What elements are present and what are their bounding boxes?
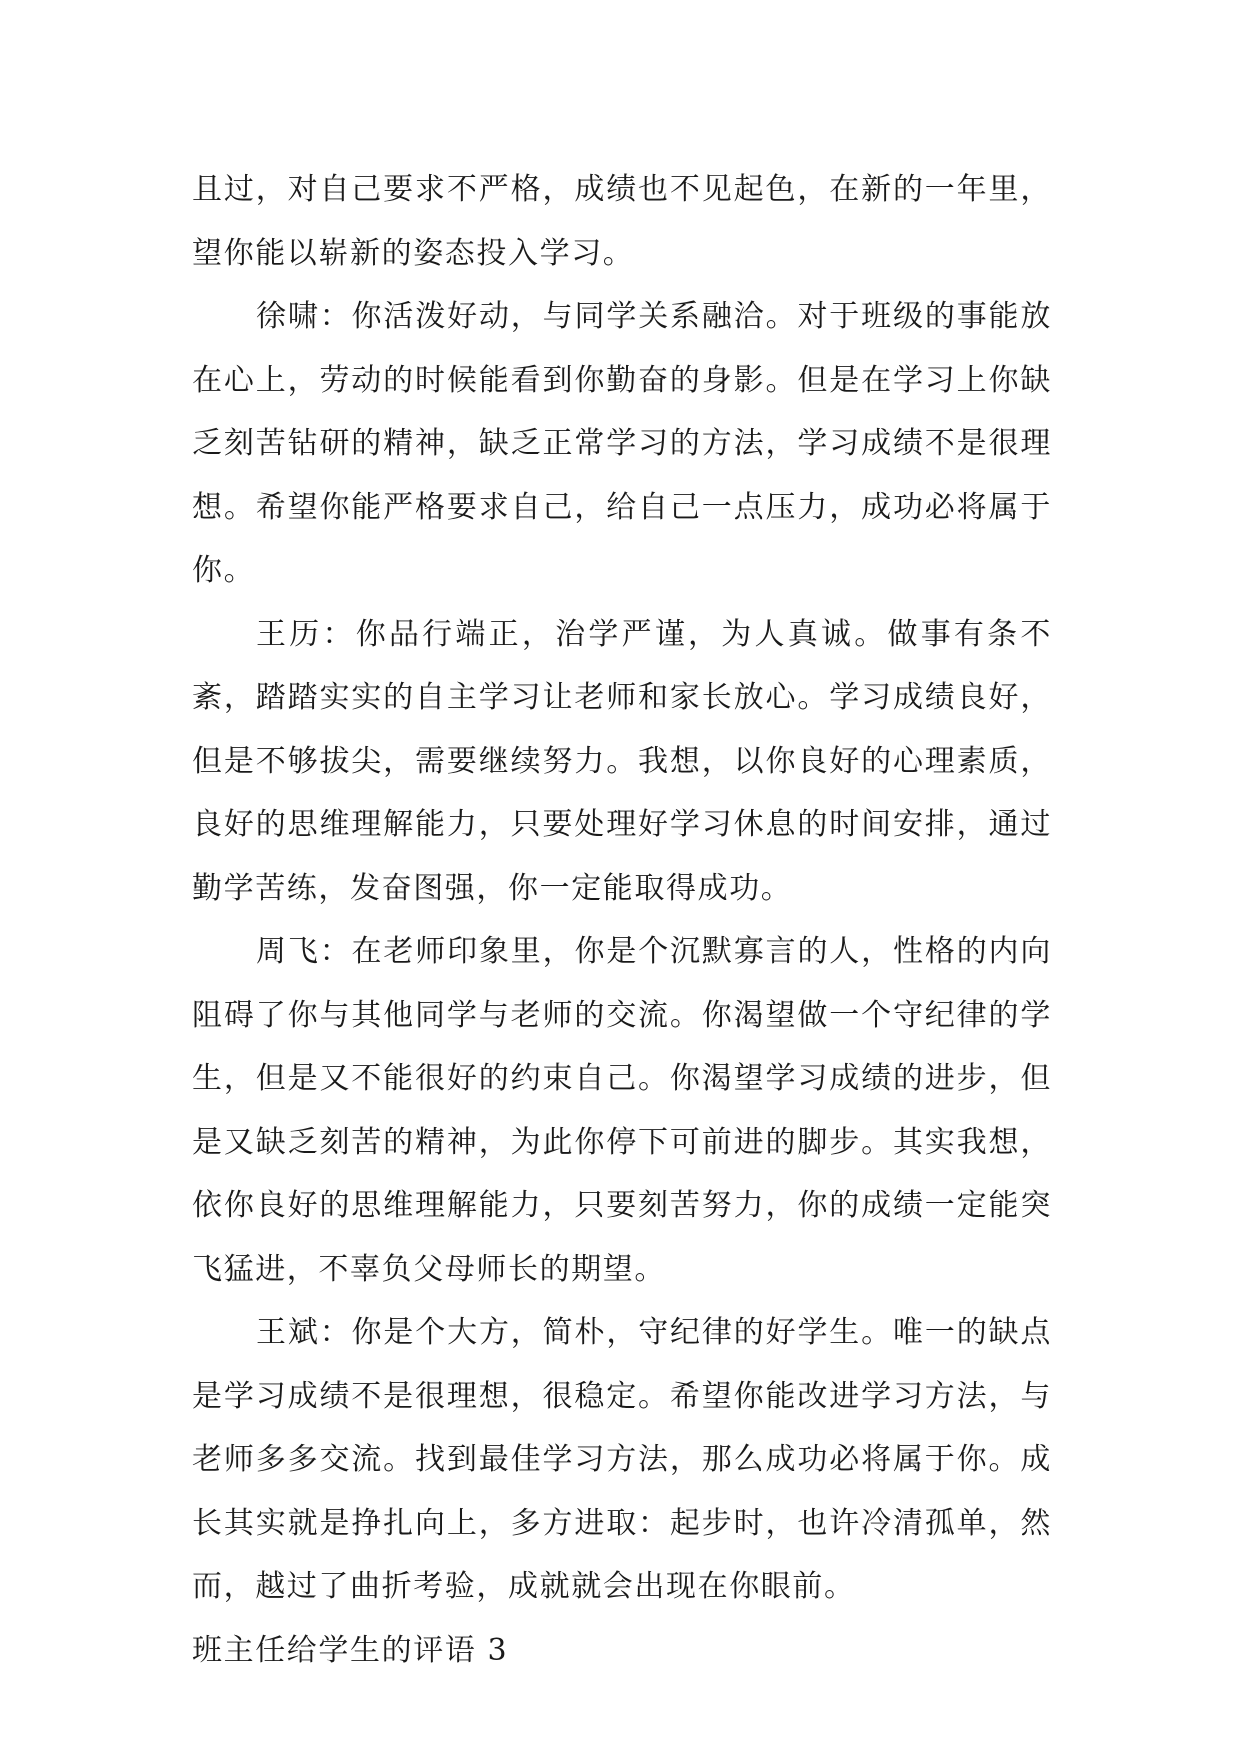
paragraph-comment-zhou-fei: 周飞：在老师印象里，你是个沉默寡言的人，性格的内向阻碍了你与其他同学与老师的交流。你渴望做一个守纪律的学生，但是又不能很好的约束自己。你渴望学习成绩的进步，但是又缺乏刻苦的精神，为此你停下可前进的脚步。其实我想，依你良好的思维理解能力，只要刻苦努力，你的成绩一定能突飞猛进，不辜负父母师长的期望。 [192,934,1052,1287]
section-heading: 班主任给学生的评语 3 [192,1632,509,1668]
paragraph-continuation: 且过，对自己要求不严格，成绩也不见起色，在新的一年里，望你能以崭新的姿态投入学习。 [192,172,1052,271]
paragraph-comment-wang-bin: 王斌：你是个大方，简朴，守纪律的好学生。唯一的缺点是学习成绩不是很理想，很稳定。希望你能改进学习方法，与老师多多交流。找到最佳学习方法，那么成功必将属于你。成长其实就是挣扎向上，多方进取：起步时，也许冷清孤单，然而，越过了曲折考验，成就就会出现在你眼前。 [192,1315,1052,1604]
paragraph-comment-wang-li: 王历：你品行端正，治学严谨，为人真诚。做事有条不紊，踏踏实实的自主学习让老师和家长放心。学习成绩良好，但是不够拔尖，需要继续努力。我想，以你良好的心理素质，良好的思维理解能力，只要处理好学习休息的时间安排，通过勤学苦练，发奋图强，你一定能取得成功。 [192,616,1052,906]
document-page [192,158,1052,1682]
paragraph-comment-xu-xiao: 徐啸：你活泼好动，与同学关系融洽。对于班级的事能放在心上，劳动的时候能看到你勤奋的身影。但是在学习上你缺乏刻苦钻研的精神，缺乏正常学习的方法，学习成绩不是很理想。希望你能严格要求自己，给自己一点压力，成功必将属于你。 [192,299,1052,588]
